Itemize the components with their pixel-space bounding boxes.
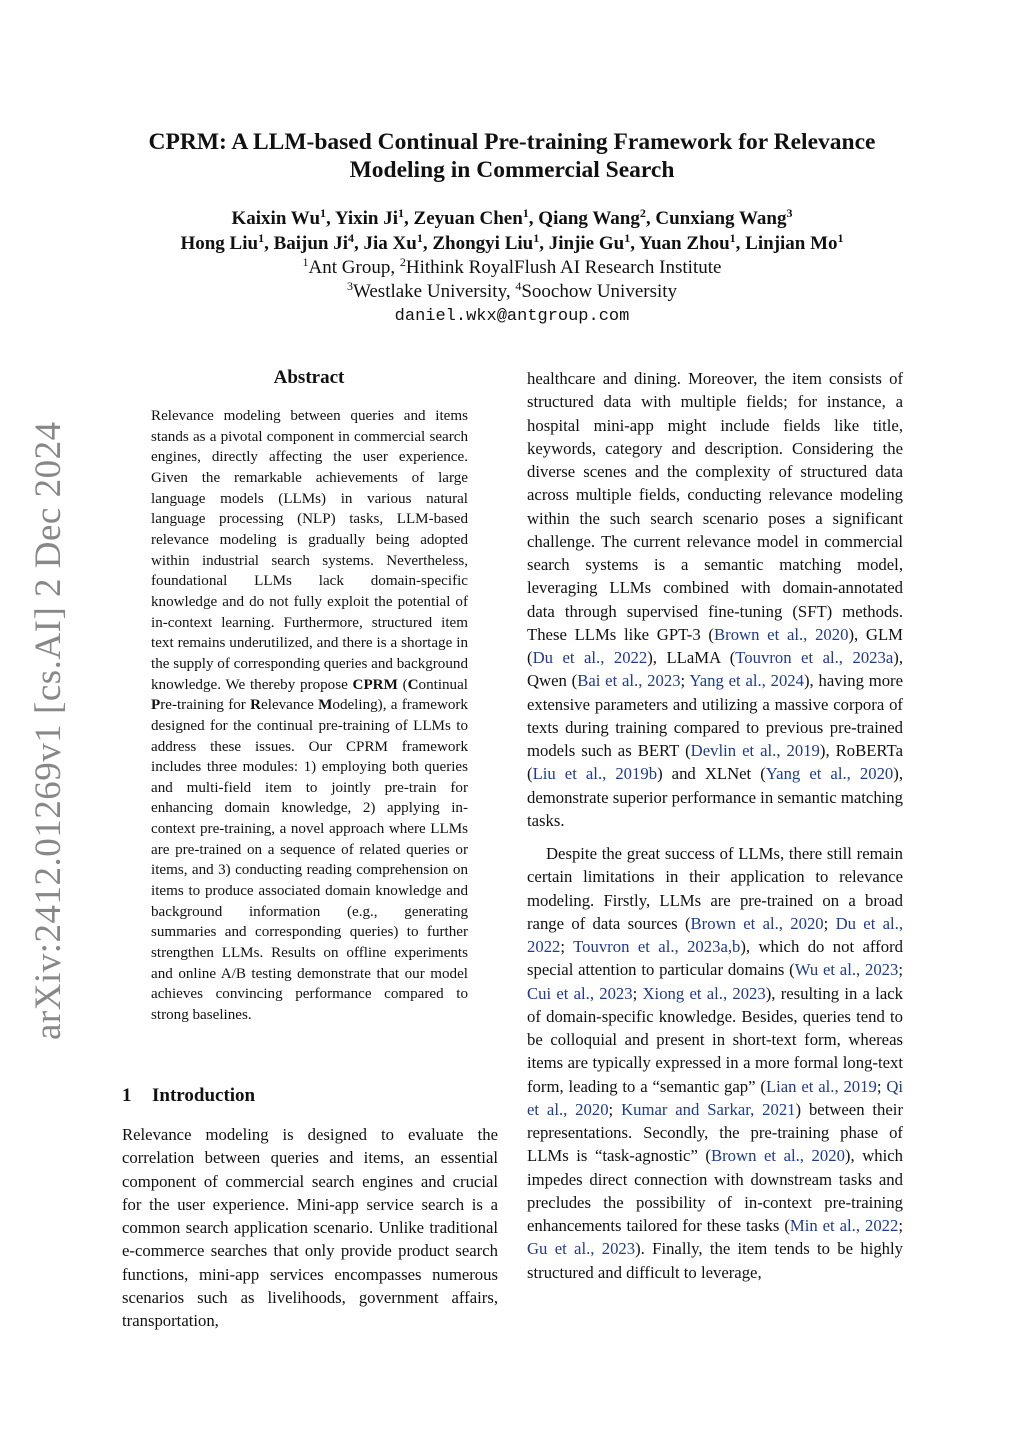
paragraph-text: ), which do not afford special attention to particular domains ( xyxy=(527,937,903,980)
paragraph-text: ), having more extensive parameters and utilizing a massive corpora of texts during training compared to previous pre-trained models such as BERT ( xyxy=(527,671,904,760)
introduction-paragraph-1: Relevance modeling is designed to evaluate the correlation between queries and items, an essential component of commercial search engines and crucial for the user experience. Mini-app service search is a common search application scenario. Unlike traditional e-commerce searches that only provide product search functions, mini-app services encompasses numerous scenarios such as livelihoods, government affairs, transportation, xyxy=(122,1125,498,1330)
citation-link[interactable]: Yang et al., 2020 xyxy=(765,764,894,784)
citation-link[interactable]: Gu et al., 2023 xyxy=(527,1239,636,1259)
author-affiliation-marker: 1 xyxy=(837,231,844,245)
citation-link[interactable]: Xiong et al., 2023 xyxy=(642,983,766,1003)
abstract-bold-letter: R xyxy=(250,697,262,714)
citation-link[interactable]: Qi et al., 2020 xyxy=(527,1076,904,1119)
author-affiliation-marker: 1 xyxy=(416,231,423,245)
abstract-text: re-training for xyxy=(160,697,251,714)
author-affiliation-marker: 1 xyxy=(398,206,405,220)
citation-link[interactable]: Brown et al., 2020 xyxy=(710,1146,845,1166)
abstract-bold-letter: P xyxy=(151,697,161,714)
author-name: Hong Liu xyxy=(180,233,259,254)
abstract-body xyxy=(151,406,468,1026)
introduction-left-column xyxy=(122,1123,498,1332)
paragraph-text: ), RoBERTa ( xyxy=(527,741,903,784)
title-line-1: CPRM: A LLM-based Continual Pre-training Framework for Relevance xyxy=(148,129,876,155)
paragraph-text: ), resulting in a lack of domain-specific knowledge. Besides, queries tend to be colloquial and present in short-text form, whereas items are typically expressed in a more formal long-text form, leading to a “semantic gap” ( xyxy=(527,983,903,1096)
citation-link[interactable]: Lian et al., 2019 xyxy=(765,1076,877,1096)
affiliation-name: Soochow University xyxy=(521,281,678,302)
abstract-text: ( xyxy=(397,676,408,693)
paragraph-text: ) and XLNet ( xyxy=(657,764,766,784)
citation-link[interactable]: Min et al., 2022 xyxy=(789,1216,899,1235)
citation-link[interactable]: Touvron et al., 2023a xyxy=(735,648,894,667)
paragraph-text: ), demonstrate superior performance in semantic matching tasks. xyxy=(527,764,903,830)
paragraph-text: ), GLM ( xyxy=(527,624,904,667)
citation-link[interactable]: Liu et al., 2019b xyxy=(532,764,658,784)
author-affiliation-marker: 2 xyxy=(639,206,646,220)
paragraph-text: ; xyxy=(898,960,903,980)
author-name: Baijun Ji xyxy=(273,233,349,254)
paragraph-text: healthcare and dining. Moreover, the item consists of structured data with multiple fields; for instance, a hospital mini-app might include fields like title, keywords, category and description. Considering the diverse scenes and the complexity of structured data across multiple fields, conducting relevance modeling within the such search scenario poses a significant challenge. The current relevance model in commercial search systems is a semantic matching model, leveraging LLMs combined with domain-annotated data through supervised fine-tuning (SFT) methods. These LLMs like GPT-3 ( xyxy=(527,369,903,644)
section-title: Introduction xyxy=(152,1085,256,1106)
citation-link[interactable]: Bai et al., 2023 xyxy=(577,671,681,691)
abstract-bold-letter: M xyxy=(318,697,333,714)
author-affiliation-marker: 4 xyxy=(348,231,355,245)
author-list-line-2: Hong Liu$^1$, Baijun Ji$^4$, Jia Xu$^1$, Zhongyi Liu$^1$, Jinjie Gu$^1$, Yuan Zhou$^1$, Linjian Mo$^1$ xyxy=(180,231,844,254)
author-name: Kaixin Wu xyxy=(231,208,321,229)
paragraph-text: ; xyxy=(876,1076,887,1096)
affiliation-name: Hithink RoyalFlush AI Research Institute xyxy=(405,257,722,278)
paragraph-text: Despite the great success of LLMs, there still remain certain limitations in their application to relevance modeling. Firstly, LLMs are pre-trained on a broad range of data sources ( xyxy=(527,844,903,933)
author-affiliation-marker: 1 xyxy=(624,231,631,245)
paragraph-text: ; xyxy=(823,913,836,933)
citation-link[interactable]: Yang et al., 2024 xyxy=(689,671,804,691)
abstract-text: ontinual xyxy=(418,676,468,693)
author-name: Zeyuan Chen xyxy=(413,208,523,229)
citation-link[interactable]: Brown et al., 2020 xyxy=(714,624,849,644)
author-name: Cunxiang Wang xyxy=(655,208,787,229)
citation-link[interactable]: Devlin et al., 2019 xyxy=(690,741,820,760)
abstract-bold-term: CPRM xyxy=(352,676,398,693)
citation-link[interactable]: Brown et al., 2020 xyxy=(690,913,824,933)
affiliation-marker: 1 xyxy=(302,255,309,269)
author-affiliation-marker: 1 xyxy=(533,231,540,245)
author-name: Jia Xu xyxy=(363,233,417,254)
paragraph-text: ; xyxy=(608,1099,622,1119)
paragraph-text: ; xyxy=(680,671,690,691)
right-column xyxy=(527,367,903,1284)
paragraph-text: ). Finally, the item tends to be highly structured and difficult to leverage, xyxy=(527,1239,904,1282)
affiliation-marker: 4 xyxy=(515,279,522,293)
title-line-2: Modeling in Commercial Search xyxy=(349,157,675,183)
section-number: 1 xyxy=(122,1085,132,1106)
abstract-text: Relevance modeling between queries and items stands as a pivotal component in commercial search engines, directly affecting the user experience. Given the remarkable achievements of large language models (LLMs) in various natural language processing (NLP) tasks, LLM-based relevance modeling is gradually being adopted within industrial search systems. Nevertheless, foundational LLMs lack domain-specific knowledge and do not fully exploit the potential of in-context learning. Furthermore, structured item text remains underutilized, and there is a shortage in the supply of corresponding queries and background knowledge. We thereby propose xyxy=(151,408,468,693)
author-affiliation-marker: 3 xyxy=(786,206,793,220)
citation-link[interactable]: Wu et al., 2023 xyxy=(794,960,899,980)
affiliation-marker: 3 xyxy=(346,279,353,293)
introduction-paragraph-2 xyxy=(527,842,903,1284)
citation-link[interactable]: Du et al., 2022 xyxy=(527,913,904,956)
introduction-paragraph-continued xyxy=(527,367,903,832)
paragraph-text: ), which impedes direct connection with downstream tasks and precludes the possibility of in-context pre-training enhancements tailored for these tasks ( xyxy=(527,1146,903,1235)
contact-email[interactable]: daniel.wkx@antgroup.com xyxy=(394,307,630,326)
arxiv-identifier-sidebar: arXiv:2412.01269v1 [cs.AI] 2 Dec 2024 xyxy=(28,421,69,1040)
paragraph-text: ), Qwen ( xyxy=(527,648,903,691)
affiliation-marker: 2 xyxy=(399,255,406,269)
author-name: Yuan Zhou xyxy=(639,233,730,254)
author-name: Zhongyi Liu xyxy=(432,233,534,254)
paragraph-text: ) between their representations. Secondly, the pre-training phase of LLMs is “task-agnostic” ( xyxy=(527,1099,903,1166)
citation-link[interactable]: Cui et al., 2023 xyxy=(527,983,633,1003)
citation-link[interactable]: Kumar and Sarkar, 2021 xyxy=(621,1099,796,1119)
paragraph-text: ), LLaMA ( xyxy=(647,648,736,667)
citation-link[interactable]: Touvron et al., 2023a,b xyxy=(573,937,741,956)
abstract-bold-letter: C xyxy=(407,676,419,693)
author-affiliation-marker: 1 xyxy=(729,231,736,245)
citation-link[interactable]: Du et al., 2022 xyxy=(532,648,648,667)
affiliation-line-1 xyxy=(100,256,924,280)
paragraph-text: ; xyxy=(632,983,643,1003)
paper-title xyxy=(100,128,924,184)
author-affiliation-marker: 1 xyxy=(522,206,529,220)
abstract-text: elevance xyxy=(261,697,319,714)
paragraph-text: ; xyxy=(898,1216,903,1235)
author-list-line-1: Kaixin Wu$^1$, Yixin Ji$^1$, Zeyuan Chen$^1$, Qiang Wang$^2$, Cunxiang Wang$^3$ xyxy=(231,206,793,229)
author-name: Jinjie Gu xyxy=(548,233,625,254)
section-heading-introduction xyxy=(122,1084,502,1108)
abstract-text: odeling), a framework designed for the continual pre-training of LLMs to address these issues. Our CPRM framework includes three modules: 1) employing both queries and multi-field item to jointly pre-train for enhancing domain knowledge, 2) applying in-context pre-training, a novel approach where LLMs are pre-trained on a sequence of related queries or items, and 3) conducting reading comprehension on items to produce associated domain knowledge and background information (e.g., generating summaries and corresponding queries) to further strengthen LLMs. Results on offline experiments and online A/B testing demonstrate that our model achieves convincing performance compared to strong baselines. xyxy=(151,697,468,1024)
author-name: Yixin Ji xyxy=(334,208,399,229)
affiliation-name: Westlake University, xyxy=(352,281,516,302)
abstract-heading: Abstract xyxy=(273,367,345,388)
paragraph-text: ; xyxy=(560,937,574,956)
author-name: Qiang Wang xyxy=(538,208,640,229)
affiliation-name: Ant Group, xyxy=(308,257,400,278)
author-affiliation-marker: 1 xyxy=(258,231,265,245)
author-affiliation-marker: 1 xyxy=(320,206,327,220)
affiliation-line-2 xyxy=(100,280,924,304)
author-name: Linjian Mo xyxy=(745,233,838,254)
